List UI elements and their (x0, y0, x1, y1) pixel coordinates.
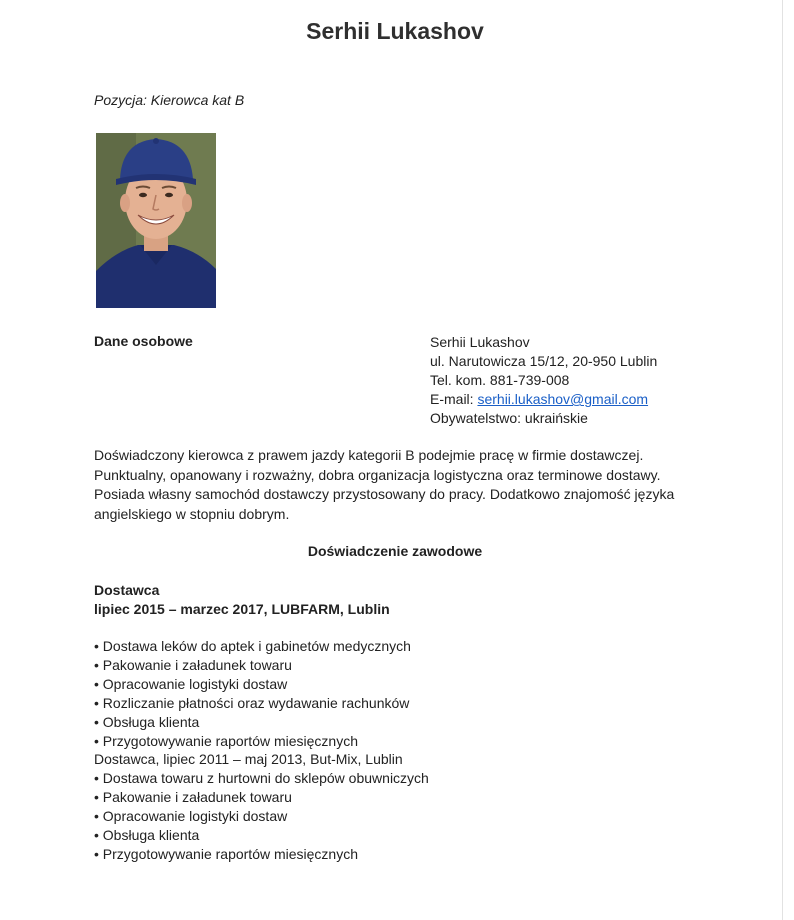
job-title: Dostawca (94, 582, 160, 598)
list-item: • Pakowanie i załadunek towaru (94, 656, 292, 673)
candidate-photo (96, 133, 216, 308)
summary-line: Punktualny, opanowany i rozważny, dobra organizacja logistyczna oraz terminowe dostawy. (94, 466, 661, 483)
list-item: • Dostawa towaru z hurtowni do sklepów obuwniczych (94, 770, 429, 787)
list-item: • Opracowanie logistyki dostaw (94, 675, 288, 692)
portrait-image (96, 133, 216, 308)
summary-line: Doświadczony kierowca z prawem jazdy kategorii B podejmie pracę w firmie dostawczej. (94, 447, 644, 463)
personal-data-block (430, 333, 657, 428)
email-link[interactable]: serhii.lukashov@gmail.com (477, 391, 649, 407)
list-item: • Przygotowywanie raportów miesięcznych (94, 845, 359, 862)
experience-heading: Doświadczenie zawodowe (307, 543, 483, 559)
personal-citizenship: Obywatelstwo: ukraińskie (430, 410, 588, 426)
list-item: • Obsługa klienta (94, 713, 200, 730)
personal-email-line (430, 390, 657, 409)
list-item: • Przygotowywanie raportów miesięcznych (94, 732, 359, 749)
personal-data-heading: Dane osobowe (94, 333, 193, 349)
summary-line: Posiada własny samochód dostawczy przystosowany do pracy. Dodatkowo znajomość języka (94, 486, 675, 502)
profile-summary (94, 446, 694, 524)
summary-line: angielskiego w stopniu dobrym. (94, 505, 290, 522)
personal-phone: Tel. kom. 881-739-008 (430, 372, 570, 388)
position-line: Pozycja: Kierowca kat B (94, 92, 245, 108)
personal-address: ul. Narutowicza 15/12, 20-950 Lublin (430, 353, 658, 369)
email-label: E-mail: (430, 391, 478, 407)
job-dates-employer: lipiec 2015 – marzec 2017, LUBFARM, Lublin (94, 601, 390, 617)
cv-name-title: Serhii Lukashov (306, 18, 484, 44)
list-item: • Obsługa klienta (94, 827, 200, 844)
experience-duties-list (94, 637, 429, 864)
list-item: Dostawca, lipiec 2011 – maj 2013, But-Mix, Lublin (94, 751, 403, 768)
page-edge (782, 0, 783, 920)
list-item: • Opracowanie logistyki dostaw (94, 808, 288, 825)
personal-full-name: Serhii Lukashov (430, 334, 530, 350)
list-item: • Rozliczanie płatności oraz wydawanie rachunków (94, 694, 410, 711)
list-item: • Pakowanie i załadunek towaru (94, 789, 292, 806)
list-item: • Dostawa leków do aptek i gabinetów medycznych (94, 638, 411, 654)
